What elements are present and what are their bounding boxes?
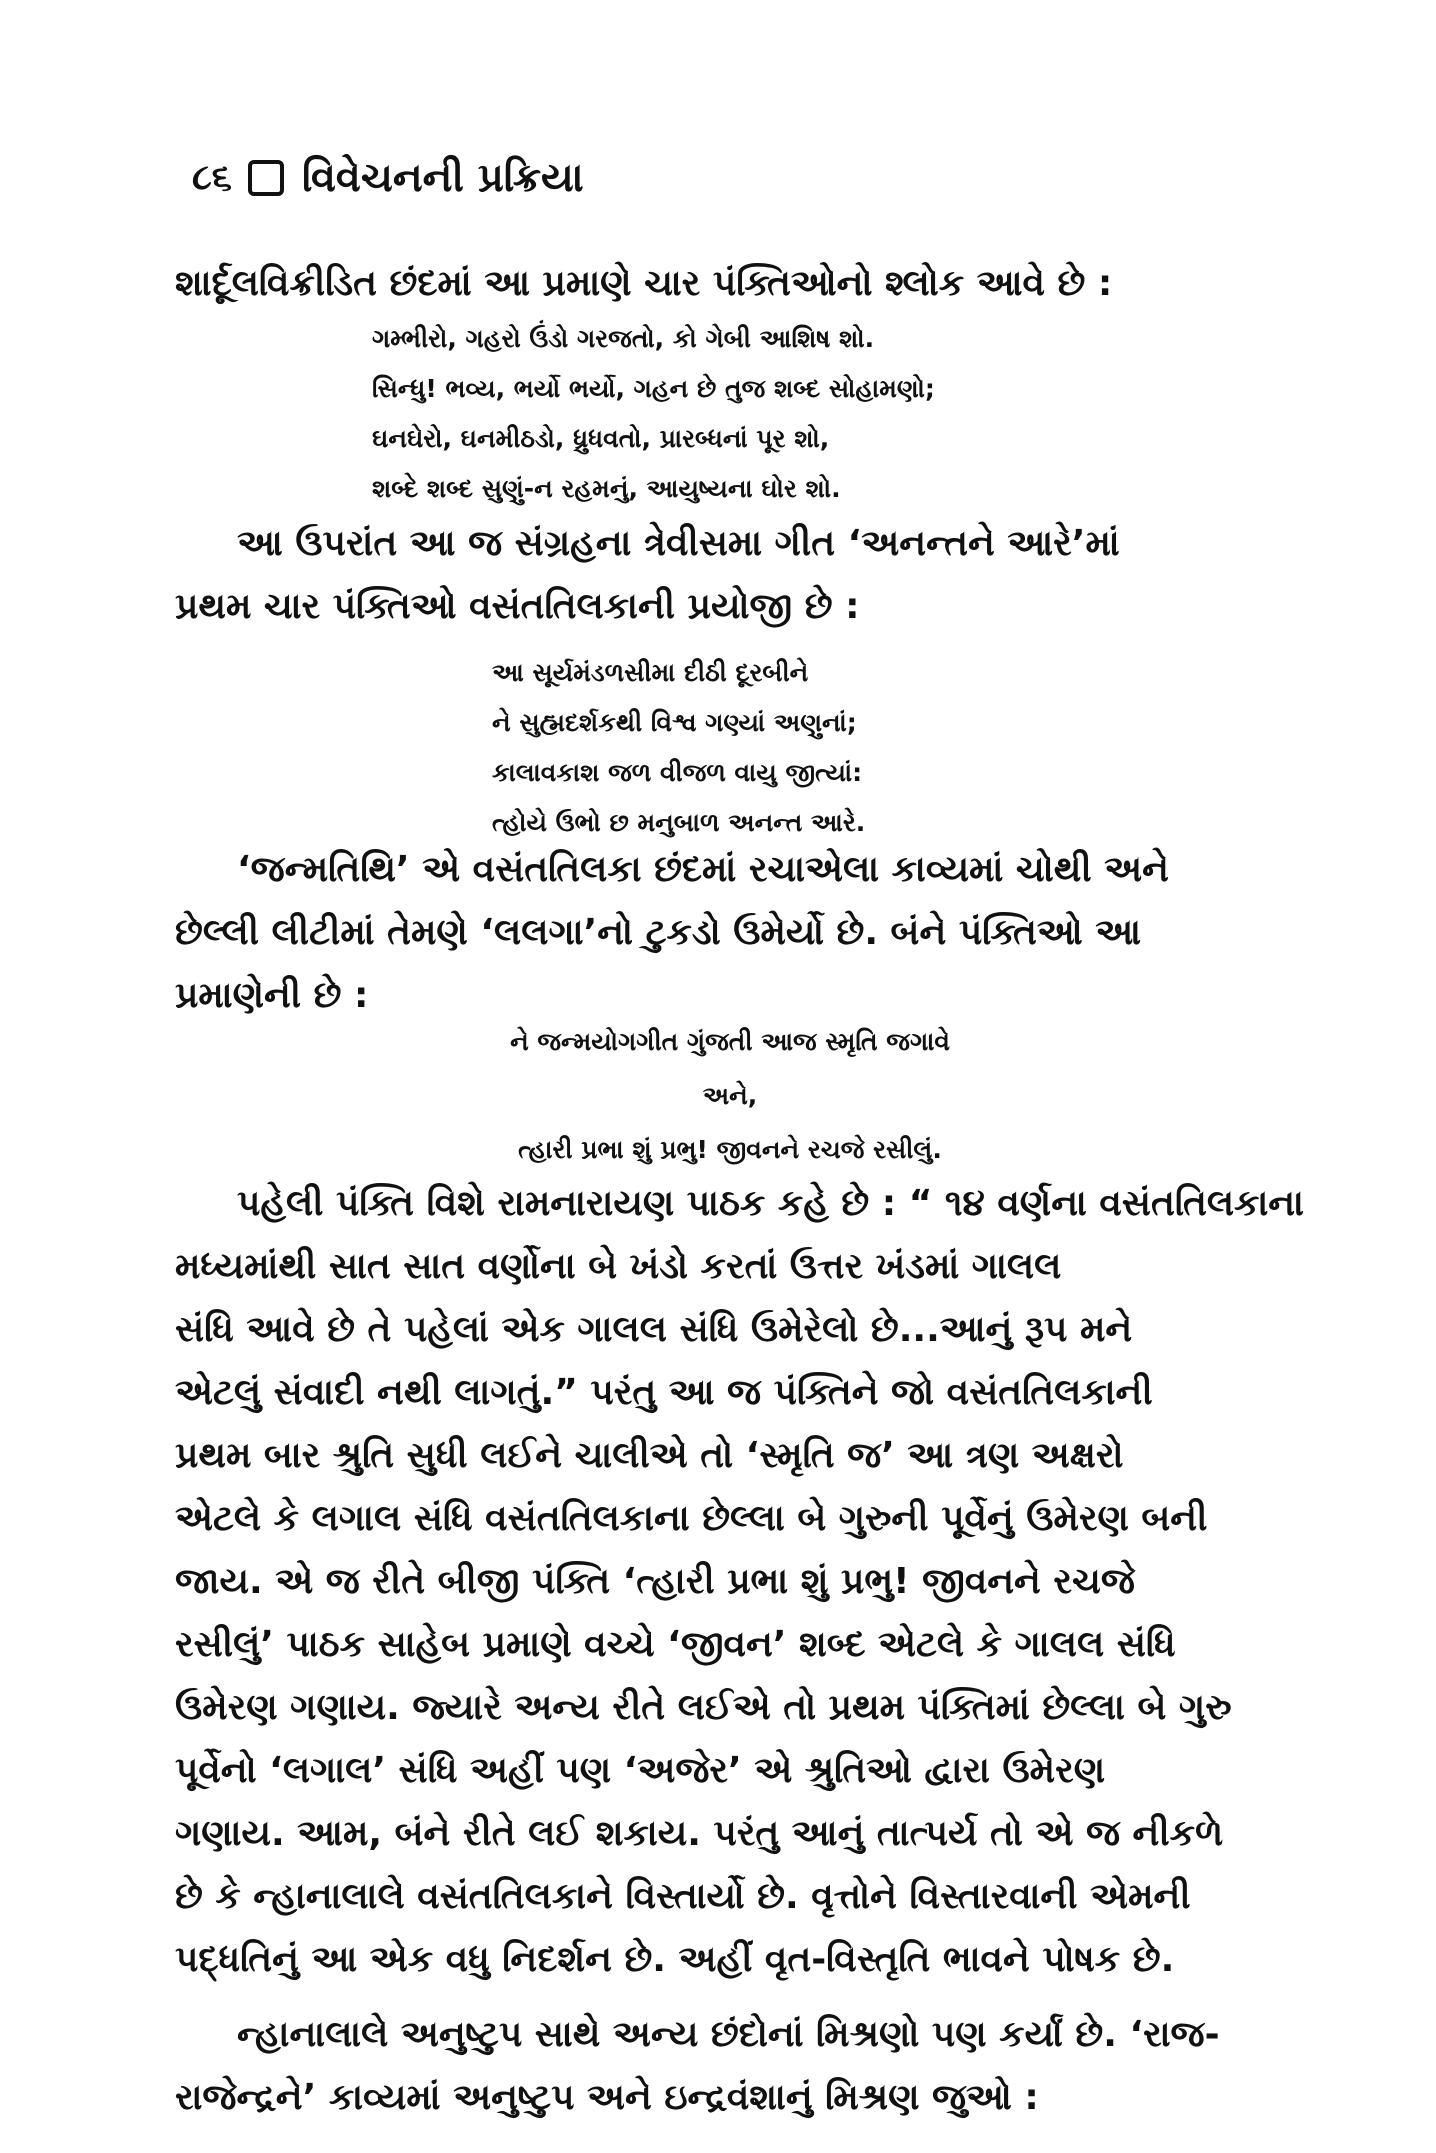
text-line: સંધિ આવે છે તે પહેલાં એક ગાલલ સંધિ ઉમેરેલો છે...આનું રૂપ મને xyxy=(175,1309,1133,1350)
text-line: એટલે કે લગાલ સંધિ વસંતતિલકાના છેલ્લા બે ગુરુની પૂર્વેનું ઉમેરણ બની xyxy=(175,1498,1208,1539)
verse-line: કાલાવકાશ જળ વીજળ વાયુ જીત્યાં: xyxy=(492,758,863,787)
text-line: પૂર્વેનો ‘લગાલ’ સંધિ અહીં પણ ‘અજેર’ એ શ્રુતિઓ દ્વારા ઉમેરણ xyxy=(175,1750,1106,1791)
text-line: મધ્યમાંથી સાત સાત વર્ણોના બે ખંડો કરતાં ઉત્તર ખંડમાં ગાલલ xyxy=(175,1246,1062,1287)
text-line: રાજેન્દ્રને’ કાવ્યમાં અનુષ્ટુપ અને ઇન્દ્રવંશાનું મિશ્રણ જુઓ : xyxy=(175,2077,1039,2118)
verse-line: ગમ્ભીરો, ગહરો ઉંડો ગરજતો, કો ગેબી આશિષ શો. xyxy=(372,324,875,353)
verse-line: ને જન્મયોગગીત ગુંજતી આજ સ્મૃતિ જગાવે xyxy=(510,1027,950,1056)
verse-block-3 xyxy=(400,1015,1060,1177)
text-line: છે કે ન્હાનાલાલે વસંતતિલકાને વિસ્તાર્યો છે. વૃત્તોને વિસ્તારવાની એમની xyxy=(175,1876,1191,1917)
text-line: પહેલી પંક્તિ વિશે રામનારાયણ પાઠક કહે છે : “ ૧૪ વર્ણના વસંતતિલકાના xyxy=(237,1183,1304,1224)
paragraph-5 xyxy=(175,2003,1275,2129)
text-line: ગણાય. આમ, બંને રીતે લઈ શકાય. પરંતુ આનું તાત્પર્ય તો એ જ નીકળે xyxy=(175,1813,1224,1854)
text-line: ‘જન્મતિથિ’ એ વસંતતિલકા છંદમાં રચાએલા કાવ્યમાં ચોથી અને xyxy=(237,849,1169,890)
text-line: પ્રથમ ચાર પંક્તિઓ વસંતતિલકાની પ્રયોજી છે : xyxy=(175,586,860,627)
text-line: રસીલું’ પાઠક સાહેબ પ્રમાણે વચ્ચે ‘જીવન’ શબ્દ એટલે કે ગાલલ સંધિ xyxy=(175,1624,1176,1665)
text-line: ન્હાનાલાલે અનુષ્ટુપ સાથે અન્ય છંદોનાં મિશ્રણો પણ કર્યાં છે. ‘રાજ- xyxy=(237,2014,1220,2055)
verse-line: ત્હારી પ્રભા શું પ્રભુ! જીવનને રચજે રસીલું. xyxy=(518,1135,942,1164)
paragraph-1 xyxy=(175,252,1275,315)
running-title: વિવેચનની પ્રક્રિયા xyxy=(301,155,584,201)
text-line: પદ્ધતિનું આ એક વધુ નિદર્શન છે. અહીં વૃત-વિસ્તૃતિ ભાવને પોષક છે. xyxy=(175,1939,1175,1980)
text-line: ઉમેરણ ગણાય. જ્યારે અન્ય રીતે લઈએ તો પ્રથમ પંક્તિમાં છેલ્લા બે ગુરુ xyxy=(175,1687,1232,1728)
text-line: પ્રથમ બાર શ્રુતિ સુધી લઈને ચાલીએ તો ‘સ્મૃતિ જ’ આ ત્રણ અક્ષરો xyxy=(175,1435,1124,1476)
text-line: એટલું સંવાદી નથી લાગતું.” પરંતુ આ જ પંક્તિને જો વસંતતિલકાની xyxy=(175,1372,1153,1413)
square-box-icon xyxy=(248,160,284,196)
text-line: આ ઉપરાંત આ જ સંગ્રહના ત્રેવીસમા ગીત ‘અનન્તને આરે’માં xyxy=(237,523,1120,564)
verse-block-2 xyxy=(492,648,865,848)
text-line: શાર્દૂલવિક્રીડિત છંદમાં આ પ્રમાણે ચાર પંક્તિઓનો શ્લોક આવે છે : xyxy=(175,263,1113,304)
verse-line: ત્હોયે ઉભો છ મનુબાળ અનન્ત આરે. xyxy=(492,808,866,837)
paragraph-2 xyxy=(175,512,1275,638)
verse-block-1 xyxy=(372,314,935,514)
verse-line: આ સૂર્યમંડળસીમા દીઠી દૂરબીને xyxy=(492,658,809,687)
text-line: છેલ્લી લીટીમાં તેમણે ‘લલગા’નો ટુકડો ઉમેર્યો છે. બંને પંક્તિઓ આ xyxy=(175,912,1141,953)
running-header xyxy=(192,148,584,208)
page-number: ૮૬ xyxy=(192,157,232,198)
verse-line: સિન્ધુ! ભવ્ય, ભર્યો ભર્યો, ગહન છે તુજ શબ્દ સોહામણો; xyxy=(372,374,935,403)
verse-line: અને, xyxy=(702,1081,758,1110)
verse-line: શબ્દે શબ્દ સુણું-ન રહમનું, આયુષ્યના ઘોર શો. xyxy=(372,474,841,503)
paragraph-3 xyxy=(175,838,1275,1027)
verse-line: ઘનઘેરો, ઘનમીઠડો, ધ્રુધવતો, પ્રારબ્ધનાં પૂર શો, xyxy=(372,424,830,453)
paragraph-4 xyxy=(175,1172,1304,1991)
text-line: જાય. એ જ રીતે બીજી પંક્તિ ‘ત્હારી પ્રભા શું પ્રભુ! જીવનને રચજે xyxy=(175,1561,1135,1602)
text-line: પ્રમાણેની છે : xyxy=(175,975,369,1016)
verse-line: ને સુહ્મદર્શકથી વિશ્વ ગણ્યાં અણુનાં; xyxy=(492,708,857,737)
